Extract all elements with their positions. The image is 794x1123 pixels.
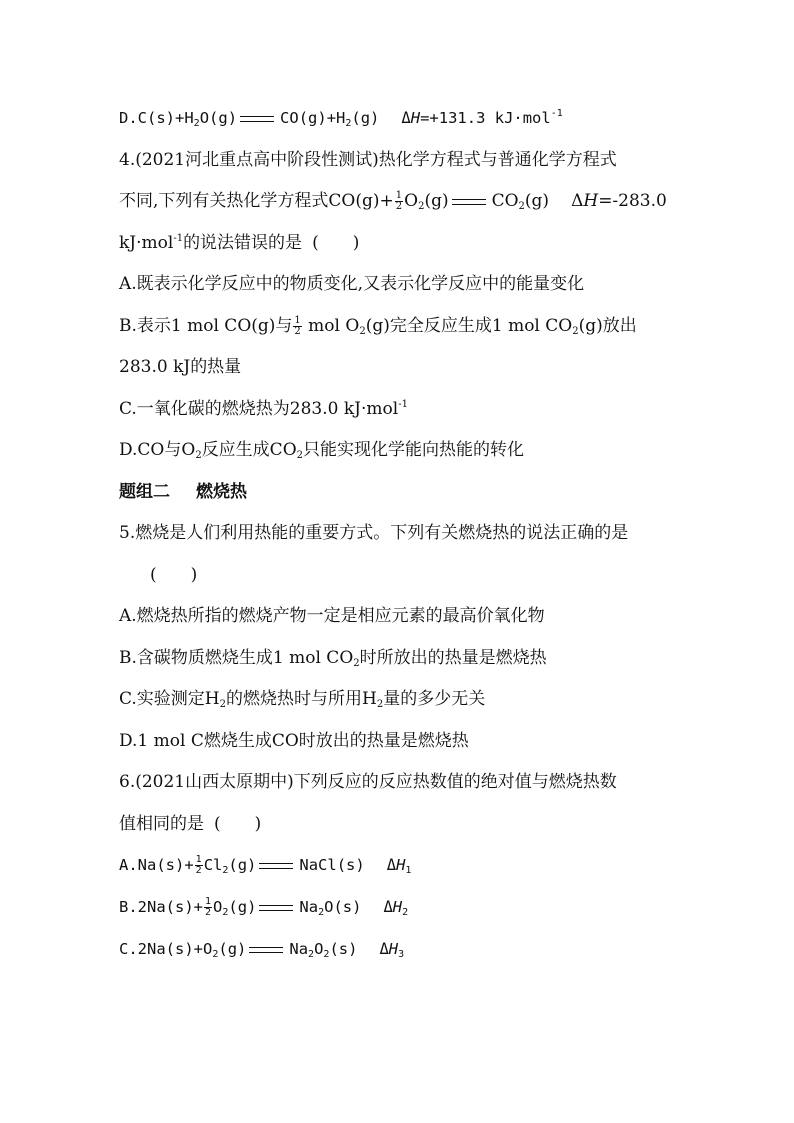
text: 不同,下列有关热化学方程式CO(g)+ [119,191,394,211]
text: Na [289,940,309,958]
text: 283.0 kJ的热量 [119,357,242,377]
text: H [410,109,421,127]
section-number: 题组二 [119,482,170,502]
subscript: 2 [402,907,409,918]
text: C(s)+H [137,109,194,127]
text: B.表示1 mol CO(g)与 [119,316,293,336]
text: O [404,191,419,211]
answer-parentheses: ( ) [214,814,262,834]
text: H [396,856,406,874]
text: (g) [351,109,380,127]
text: =-283.0 [598,191,667,211]
subscript: 3 [398,949,405,960]
text: O(s) [324,898,362,916]
q4-stem-line2 [119,189,684,213]
text: Δ [379,940,389,958]
text: =+131.3 kJ·mol [420,109,551,127]
text: (g) [228,898,257,916]
q5-stem-line2 [150,563,684,587]
q5-option-c [119,687,684,711]
equals-sign [240,116,274,122]
text: 5.燃烧是人们利用热能的重要方式。下列有关燃烧热的说法正确的是 [119,523,629,543]
numerator: 1 [195,854,202,865]
q6-option-a [119,853,684,877]
text: NaCl(s) [299,856,365,874]
text: 的燃烧热时与所用H [226,689,377,709]
subscript: 2 [572,326,579,337]
text: H [388,940,399,958]
denominator: 2 [195,865,202,876]
section-heading [119,480,684,504]
subscript: 1 [405,865,412,876]
q5-stem-line1 [119,521,684,545]
fraction [195,855,203,876]
subscript: 2 [308,949,315,960]
text: C.实验测定H [119,689,220,709]
numerator: 1 [205,896,212,907]
text: H [392,898,403,916]
text: 4.(2021河北重点高中阶段性测试)热化学方程式与普通化学方程式 [119,150,617,170]
text: O [213,898,223,916]
q6-stem-line2 [119,812,684,836]
text: Δ [386,856,397,874]
text: Δ [383,898,393,916]
denominator: 2 [205,907,212,918]
q4-stem-line3 [119,231,684,255]
text: A.既表示化学反应中的物质变化,又表示化学反应中的能量变化 [119,274,585,294]
text: Δ [571,191,584,211]
denominator: 2 [294,326,301,337]
text: (s) [329,940,358,958]
text: 量的多少无关 [383,689,486,709]
subscript: 2 [518,201,525,212]
subscript: 2 [212,949,219,960]
text: (g) [218,940,247,958]
q4-option-c [119,397,684,421]
q6-option-c [119,937,684,961]
text: Cl [203,856,223,874]
q6-stem-line1 [119,770,684,794]
subscript: 2 [323,949,330,960]
text: kJ·mol [119,233,174,253]
q5-option-d [119,729,684,753]
subscript: 2 [193,118,200,129]
text: CO(g)+H [280,109,346,127]
text: H [583,191,599,211]
text: O [314,940,324,958]
equals-sign [452,199,486,205]
subscript: 2 [353,658,360,669]
text: D.CO与O [119,440,196,460]
text: Δ [401,109,411,127]
text: C.一氧化碳的燃烧热为283.0 kJ·mol [119,399,399,419]
text: 6.(2021山西太原期中)下列反应的反应热数值的绝对值与燃烧热数 [119,772,617,792]
text: 值相同的是 [119,814,204,834]
q4-option-d [119,438,684,462]
text: CO [491,191,519,211]
q5-option-b [119,646,684,670]
section-title: 燃烧热 [196,482,247,502]
subscript: 2 [345,118,352,129]
equals-sign [259,863,293,869]
subscript: 2 [359,326,366,337]
fraction [293,316,301,337]
superscript: -1 [173,233,184,244]
subscript: 2 [219,699,227,710]
text: 反应生成CO [201,440,297,460]
text: A.Na(s)+ [119,856,194,874]
q4-option-b-line2 [119,355,684,379]
answer-parentheses: ( ) [312,233,360,253]
subscript: 2 [222,907,229,918]
equals-sign [249,947,283,953]
superscript: -1 [398,399,408,410]
subscript: 2 [318,907,325,918]
q4-option-b-line1 [119,314,684,338]
answer-parentheses: ( ) [150,565,198,585]
q6-option-b [119,895,684,919]
text: O(g) [199,109,238,127]
text: (g) [424,191,449,211]
numerator: 1 [294,315,301,326]
superscript: -1 [550,108,563,119]
text: (g) [524,191,550,211]
text: 的说法错误的是 [183,233,303,253]
fraction [395,191,403,212]
text: 时所放出的热量是燃烧热 [359,648,547,668]
fraction [204,897,212,918]
subscript: 2 [222,865,229,876]
subscript: 2 [296,450,304,461]
subscript: 2 [418,201,425,212]
text: C.2Na(s)+O [119,940,213,958]
equals-sign [259,905,293,911]
q5-option-a [119,604,684,628]
text: (g)完全反应生成1 mol CO [365,316,573,336]
text: B.2Na(s)+ [119,898,203,916]
text: D.1 mol C燃烧生成CO时放出的热量是燃烧热 [119,731,469,751]
q4-stem-line1 [119,148,684,172]
numerator: 1 [395,190,403,201]
text: 只能实现化学能向热能的转化 [303,440,525,460]
text: A.燃烧热所指的燃烧产物一定是相应元素的最高价氧化物 [119,606,545,626]
text: Na [299,898,319,916]
text: (g) [228,856,257,874]
text: mol O [302,316,360,336]
q3-option-d [119,106,684,130]
text: B.含碳物质燃烧生成1 mol CO [119,648,354,668]
subscript: 2 [376,699,384,710]
text: (g)放出 [578,316,637,336]
text: D. [119,109,138,127]
q4-option-a [119,272,684,296]
denominator: 2 [395,201,403,212]
subscript: 2 [195,450,202,461]
